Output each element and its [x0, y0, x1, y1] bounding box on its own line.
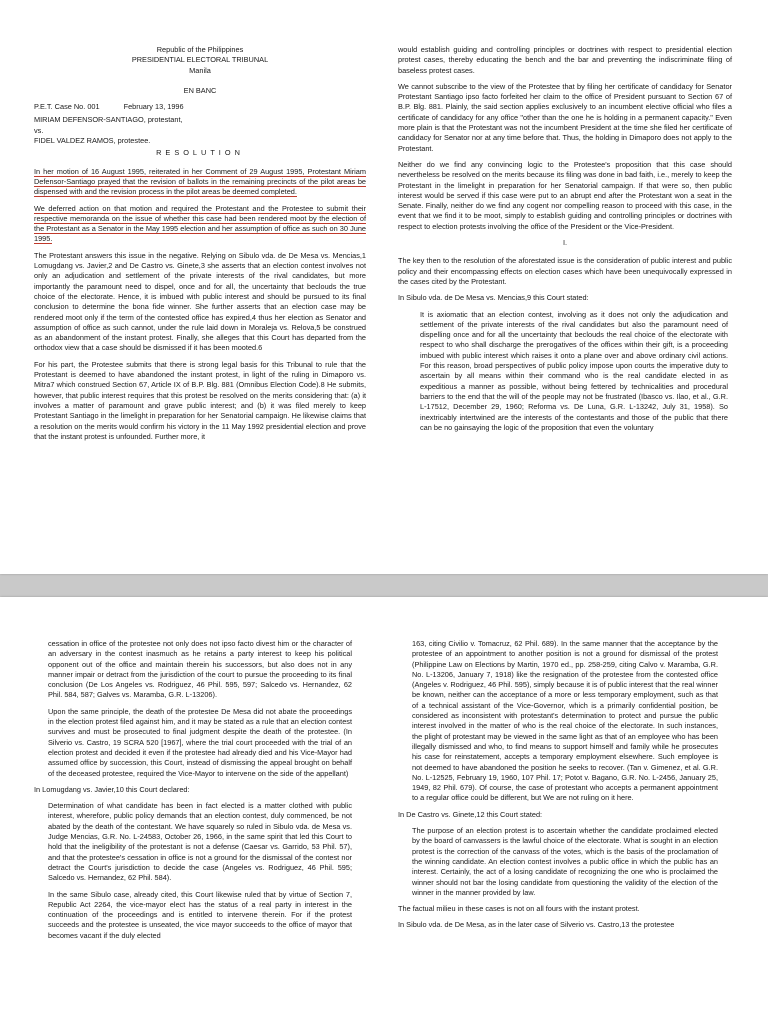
block-quote-death: Upon the same principle, the death of the protestee De Mesa did not abate the proceedings in the election protest filed against him, and it may be stated as a rule that an election contest survives and must be prosecuted to final judgment despite the death of the protestee. (In Silverio vs. Castro, 19 SCRA 520 [1967], where the trial court proceeded with the trial of an election protest and decided it even if the protestee had already died and his Vice-Mayor had assumed office by succession, this Court, instead of dismissing the appeal brought on behalf of the deceased protestee, required the Vice-Mayor to intervene on the side of the appellant)	[48, 706, 352, 778]
versus-label: vs.	[34, 125, 44, 135]
document-page-2	[0, 597, 768, 1024]
header-tribunal: PRESIDENTIAL ELECTORAL TRIBUNAL	[131, 55, 269, 65]
paragraph-deferred	[34, 204, 366, 245]
page1-left-column	[34, 45, 366, 448]
paragraph-factual-milieu: The factual milieu in these cases is not on all fours with the instant protest.	[398, 904, 640, 914]
paragraph-sibulo-silverio: In Sibulo vda. de De Mesa, as in the later case of Silverio vs. Castro,13 the protestee	[398, 920, 675, 930]
paragraph-guiding-principles: would establish guiding and controlling principles or doctrines with respect to presidential election protest cases, thereby educating the bench and the bar and preventing the indiscriminate filing of baseless protest cases.	[398, 45, 732, 75]
page1-right-column	[398, 45, 732, 439]
section-number: I.	[562, 238, 568, 248]
protestant-name: MIRIAM DEFENSOR-SANTIAGO, protestant,	[34, 115, 183, 125]
block-quote-vice-mayor: In the same Sibulo case, already cited, this Court likewise ruled that by virtue of Section 7, Republic Act 2264, the vice-mayor elect has the status of a real party in interest in the continuation of the proceedings and is entitled to intervene therein. For if the protest succeeds and the protestee is unseated, the vice mayor succeeds to the office of mayor that becomes vacant if the duly elected	[48, 889, 352, 940]
case-date: February 13, 1996	[123, 102, 184, 112]
paragraph-protestant-answer: The Protestant answers this issue in the negative. Relying on Sibulo vda. de De Mesa vs. Mencias,1 Lomugdang vs. Javier,2 and De Castro vs. Ginete,3 she asserts that an election contest involves not only an adjudication and settlement of the private interests of the rival candidates, but more importantly the paramount need to dispel, once and for all, the uncertainty that beclouds the true choice of the electorate. Hence, it is imbued with public interest and should be pursued to its final conclusion to determine the bona fide winner. She further asserts that an election case may be rendered moot only if the term of the contested office has expired,4 thus her election as Senator and assumption of office as such cannot, under the rule laid down in Moraleja vs. Relova,5 be construed as an abandonment of the instant protest. Finally, she alleges that this Court has departed from the orthodox view that a case should be dismissed if it has been mooted.6	[34, 250, 366, 353]
paragraph-decastro-intro: In De Castro vs. Ginete,12 this Court stated:	[398, 809, 543, 819]
paragraph-cannot-subscribe: We cannot subscribe to the view of the Protestee that by filing her certificate of candidacy for Senator Protestant Santiago ipso facto forfeited her claim to the office of President pursuant to Section 67 of B.P. Blg. 881. Plainly, the said section applies exclusively to an incumbent elective official who files a certificate of candidacy for any office "other than the one he is holding in a permanent capacity." Even more plain is that the Protestant was not the incumbent President at the time she filed her certificate of candidacy for Senator nor at any time before that. Thus, the holding in Dimaporo does not apply to the Protestant.	[398, 81, 732, 153]
protestee-name: FIDEL VALDEZ RAMOS, protestee.	[34, 136, 151, 146]
block-quote-sibulo: It is axiomatic that an election contest, involving as it does not only the adjudication and settlement of the private interests of the rival candidates but also the paramount need of dispelling once and for all the uncertainty that beclouds the real choice of the electorate with respect to who shall discharge the prerogatives of the offices within their gift, is a proceeding imbued with public interest which raises it onto a plane over and above ordinary civil actions. For this reason, broad perspectives of public policy impose upon courts the imperative duty to ascertain by all means within their command who is the real candidate elected in as expeditious a manner as possible, without being fettered by technicalities and procedural barriers to the end that the will of the people may not be frustrated (Ibasco vs. Ilao, et al., G.R. L-17512, December 29, 1960; Reforma vs. De Luna, G.R. L-13242, July 31, 1958). So inextricably intertwined are the interests of the contestants and those of the public that there can be no gainsaying the logic of the proposition that even the voluntary	[420, 309, 728, 432]
paragraph-key: The key then to the resolution of the aforestated issue is the consideration of public interest and public policy and their encompassing effects on election cases which have been unequivocally expressed in the cases cited by the Protestant.	[398, 256, 732, 286]
block-quote-decastro: The purpose of an election protest is to ascertain whether the candidate proclaimed elected by the board of canvassers is the lawful choice of the electorate. What is sought in an election protest is the correction of the canvass of the votes, which is the basis of the proclamation of the winning candidate. An election contest involves a public office in which the public has an interest. Certainly, the act of a losing candidate of recognizing the one who is proclaimed the winner should not bar the losing candidate from questioning the validity of the election of the winner in the manner provided by law.	[412, 826, 718, 897]
paragraph-sibulo-intro: In Sibulo vda. de De Mesa vs. Mencias,9 this Court stated:	[398, 293, 589, 303]
highlighted-text: In her motion of 16 August 1995, reiterated in her Comment of 29 August 1995, Protestant Miriam Defensor-Santiago prayed that the revision of ballots in the remaining precincts of the pilot areas be dispensed with and the revision process in the pilot areas be deemed completed.	[34, 166, 366, 197]
paragraph-motion	[34, 167, 366, 198]
block-quote-lomugdang: Determination of what candidate has been in fact elected is a matter clothed with public interest, wherefore, public policy demands that an election contest, duly commenced, be not abated by the death of the contestant. We have squarely so ruled in Sibulo vda. de Mesa vs. Judge Mencias, G.R. No. L-24583, October 26, 1966, in the same spirit that led this Court to hold that the ineligibility of the protestant is not a defense (Caesar vs. Garrido, 53 Phil. 57), and that the protestee's cessation in office is not a ground for the dismissal of the contest nor detract the Court's jurisdiction to decide the case (Angeles vs. Rodriguez, 46 Phil. 595; Salcedo vs. Hernandez, 62 Phil. 584).	[48, 801, 352, 883]
highlighted-text: We deferred action on that motion and required the Protestant and the Protestee to submit their respective memoranda on the issue of whether this case had been rendered moot by the election of the Protestant as a Senator in the May 1995 election and her assumption of office as such on 30 June 1995.	[34, 203, 366, 244]
resolution-heading: RESOLUTION	[156, 148, 244, 158]
case-info-row	[34, 102, 366, 112]
case-number: P.E.T. Case No. 001	[34, 102, 100, 112]
header-republic: Republic of the Philippines	[156, 45, 244, 54]
en-banc-heading: EN BANC	[183, 85, 217, 95]
paragraph-neither: Neither do we find any convincing logic to the Protestee's proposition that this case should nevertheless be resolved on the merits because its filing was done in bad faith, i.e., merely to keep the Protestant in the limelight in preparation for her Senatorial campaign. If that were so, then public interest would be served if this case were put to an abrupt end after the Protestant won a seat in the Senate. Finally, neither do we find any cogent nor compelling reason to proceed with this case, in the event that we find it to be moot, simply to establish guiding and controlling principles or doctrines with respect to election protests involving the office of the President or the Vice-President.	[398, 159, 732, 231]
block-quote-cessation: cessation in office of the protestee not only does not ipso facto divest him or the character of an adversary in the contest inasmuch as he retains a party interest to keep his political opponent out of the office and maintain therein his successors, but also does not in any manner impair or detract from the jurisdiction of the court to pursue the proceeding to its final conclusion (De Los Angeles vs. Rodriguez, 46 Phil. 595, 597; Salcedo vs. Hernandez, 62 Phil. 584, 587; Galves vs. Maramba, G.R. L-13206).	[48, 639, 352, 700]
paragraph-protestee-submission: For his part, the Protestee submits that there is strong legal basis for this Tribunal to rule that the Protestant is deemed to have abandoned the instant protest, in light of the ruling in Dimaporo vs. Mitra7 which construed Section 67, Article IX of B.P. Blg. 881 (Omnibus Election Code).8 He submits, however, that public interest requires that this protest be resolved on the merits considering that: (a) it involves a matter of paramount and grave public interest; and (b) it was filed merely to keep Protestant Santiago in the limelight in preparation for her Senatorial campaign. He likewise claims that a resolution on the merits would confirm his victory in the 11 May 1992 presidential election and prove that the instant protest is unfounded. Further more, it	[34, 359, 366, 441]
header-city: Manila	[189, 65, 211, 75]
page2-right-column	[398, 639, 732, 937]
paragraph-lomugdang-intro: In Lomugdang vs. Javier,10 this Court declared:	[34, 784, 190, 794]
block-quote-acceptance: 163, citing Civilio v. Tomacruz, 62 Phil. 689). In the same manner that the acceptance by the protestee of an appointment to another position is not a ground for dismissal of the protest (Philippine Law on Elections by Martin, 1970 ed., pp. 258-259, citing Calvo v. Maramba, G.R. No. L-13206, January 7, 1918) like the resignation of the protestee from the contested office (Angeles v. Rodriguez, 46 Phil. 595), simply because it is of public interest that the real winner be known, neither can the acceptance of a more or less temporary employment, such as that of a technical assistant of the Vice-Governor, which is a primarily confidential position, be considered as inconsistent with protestant's determination to protect and pursue the public interest involved in the matter of who is the real choice of the electorate. In such instances, the plight of protestant may be viewed in the same light as that of an employee who has been illegally dismissed and who, to find means to support himself and family while he prosecutes his case for reinstatement, accepts a temporary employment elsewhere. Such employee is not deemed to have abandoned the position he seeks to recover. (Tan v. Gimenez, et al. G.R. No. L-12525, February 19, 1960, 107 Phil. 17; Potot v. Bagano, G.R. No. L-2456, January 25, 1949, 82 Phil. 679). Of course, the case of protestant who accepts a permanent appointment to a regular office could be different, but We are not ruling on it here.	[412, 639, 718, 803]
page2-left-column	[34, 639, 366, 947]
